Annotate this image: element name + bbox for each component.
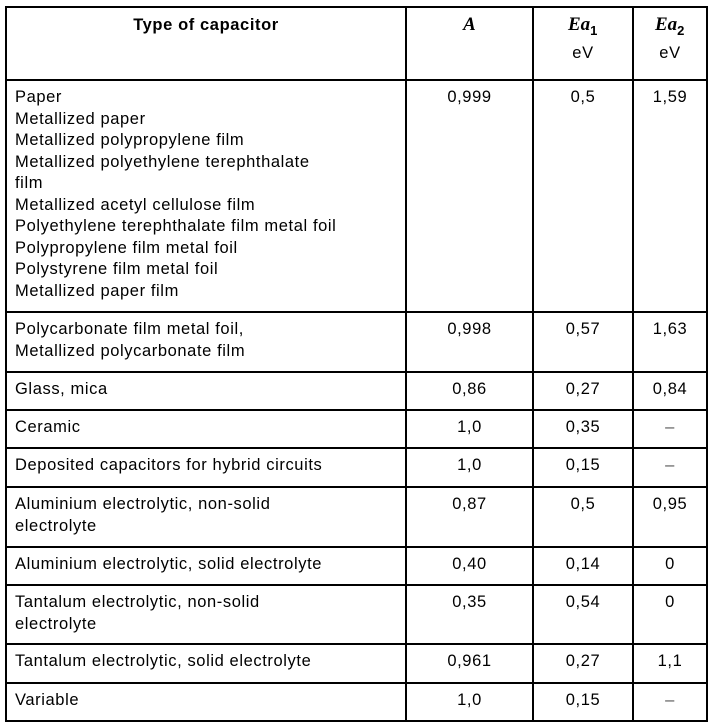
- cell-type-of-capacitor: [6, 312, 406, 372]
- cell-type-of-capacitor: [6, 372, 406, 410]
- header-ea2-subscript: 2: [677, 23, 686, 38]
- cell-a: 1,0: [406, 683, 533, 721]
- table-row: [6, 372, 707, 410]
- cell-ea1: 0,14: [533, 547, 633, 585]
- header-ea1: [533, 7, 633, 80]
- table-row: [6, 487, 707, 547]
- capacitor-type-line: Aluminium electrolytic, solid electrolyte: [15, 555, 323, 573]
- cell-ea2: –: [633, 683, 707, 721]
- cell-ea1: 0,35: [533, 410, 633, 448]
- cell-a: 0,998: [406, 312, 533, 372]
- table-row: [6, 644, 707, 683]
- cell-type-of-capacitor: [6, 547, 406, 585]
- header-a-symbol: A: [463, 14, 476, 35]
- capacitor-type-line: Metallized paper film: [15, 281, 179, 300]
- cell-type-of-capacitor: [6, 80, 406, 312]
- capacitor-type-line: Polyethylene terephthalate film metal foil: [15, 217, 337, 235]
- cell-type-of-capacitor: [6, 410, 406, 448]
- cell-ea1: 0,27: [533, 372, 633, 410]
- capacitor-type-line: Metallized polyethylene terephthalate: [15, 152, 310, 171]
- cell-ea2: –: [633, 410, 707, 448]
- capacitor-type-line: Paper: [15, 88, 63, 106]
- capacitor-type-line: Deposited capacitors for hybrid circuits: [15, 456, 323, 474]
- capacitor-type-line: film: [15, 174, 44, 192]
- capacitor-type-line: Metallized acetyl cellulose film: [15, 195, 256, 214]
- cell-ea1: 0,5: [533, 487, 633, 547]
- cell-ea1: 0,57: [533, 312, 633, 372]
- cell-ea2: 0: [633, 547, 707, 585]
- capacitor-type-line: Tantalum electrolytic, non-solid: [15, 593, 260, 611]
- cell-ea2: 0,84: [633, 372, 707, 410]
- table-row: [6, 448, 707, 487]
- cell-ea1: 0,27: [533, 644, 633, 683]
- cell-a: 1,0: [406, 448, 533, 487]
- table-row: [6, 683, 707, 721]
- cell-ea2: 1,59: [633, 80, 707, 312]
- cell-ea1: 0,15: [533, 448, 633, 487]
- cell-a: 1,0: [406, 410, 533, 448]
- header-ea2-symbol: Ea: [654, 14, 678, 35]
- cell-ea1: 0,15: [533, 683, 633, 721]
- cell-type-of-capacitor: [6, 683, 406, 721]
- cell-ea1: 0,5: [533, 80, 633, 312]
- cell-ea2: 1,63: [633, 312, 707, 372]
- cell-ea2: 1,1: [633, 644, 707, 683]
- capacitor-parameters-table: [5, 6, 708, 722]
- cell-ea1: 0,54: [533, 585, 633, 644]
- capacitor-type-line: Variable: [15, 691, 80, 709]
- capacitor-type-line: Metallized paper: [15, 109, 146, 128]
- cell-a: 0,961: [406, 644, 533, 683]
- cell-type-of-capacitor: [6, 487, 406, 547]
- capacitor-type-line: Tantalum electrolytic, solid electrolyte: [15, 652, 312, 670]
- capacitor-type-line: electrolyte: [15, 516, 97, 535]
- capacitor-type-line: Ceramic: [15, 418, 81, 436]
- table-row: [6, 585, 707, 644]
- capacitor-type-line: Polystyrene film metal foil: [15, 260, 219, 278]
- table-body: [6, 80, 707, 721]
- capacitor-type-line: Glass, mica: [15, 380, 108, 398]
- cell-a: 0,86: [406, 372, 533, 410]
- header-a: [406, 7, 533, 80]
- header-row: [6, 7, 707, 80]
- cell-ea2: 0: [633, 585, 707, 644]
- header-ea2-unit: eV: [659, 43, 681, 62]
- capacitor-type-line: Polypropylene film metal foil: [15, 238, 238, 257]
- cell-a: 0,87: [406, 487, 533, 547]
- cell-a: 0,35: [406, 585, 533, 644]
- capacitor-type-line: electrolyte: [15, 614, 97, 633]
- cell-ea2: –: [633, 448, 707, 487]
- header-ea2: [633, 7, 707, 80]
- cell-a: 0,999: [406, 80, 533, 312]
- cell-type-of-capacitor: [6, 585, 406, 644]
- header-ea1-symbol: Ea: [567, 14, 591, 35]
- cell-type-of-capacitor: [6, 644, 406, 683]
- capacitor-type-line: Metallized polycarbonate film: [15, 341, 246, 360]
- header-type-of-capacitor: Type of capacitor: [6, 7, 406, 80]
- capacitor-type-line: Polycarbonate film metal foil,: [15, 320, 244, 338]
- capacitor-type-line: Aluminium electrolytic, non-solid: [15, 495, 271, 513]
- table-row: [6, 547, 707, 585]
- cell-a: 0,40: [406, 547, 533, 585]
- table-row: [6, 312, 707, 372]
- cell-type-of-capacitor: [6, 448, 406, 487]
- header-ea1-subscript: 1: [590, 23, 599, 38]
- table-row: [6, 410, 707, 448]
- header-ea1-unit: eV: [572, 43, 594, 62]
- table-row: [6, 80, 707, 312]
- cell-ea2: 0,95: [633, 487, 707, 547]
- capacitor-type-line: Metallized polypropylene film: [15, 131, 245, 149]
